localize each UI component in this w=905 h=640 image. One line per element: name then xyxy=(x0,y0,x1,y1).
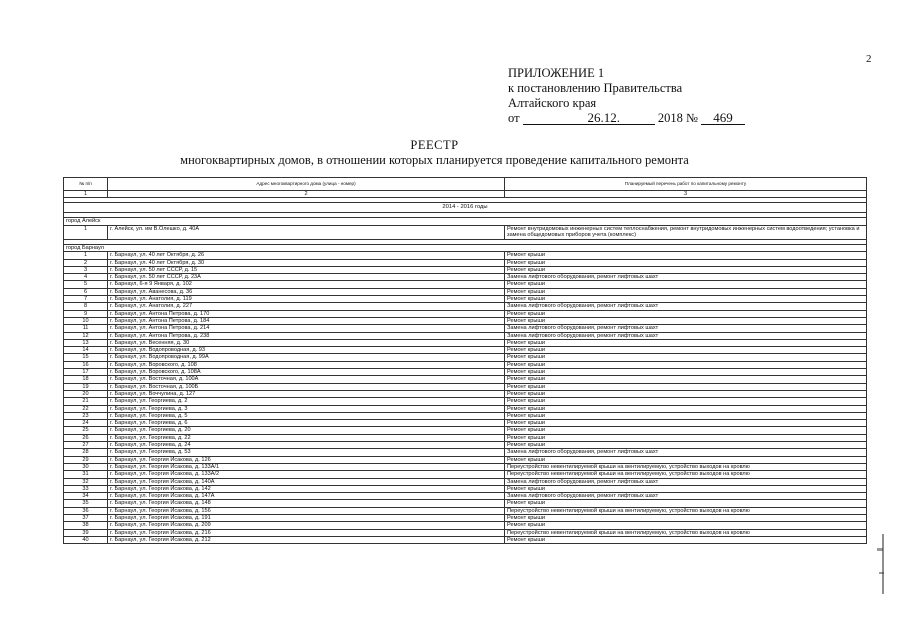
row-number: 1 xyxy=(64,252,108,259)
city-row xyxy=(64,218,867,226)
table-row xyxy=(64,507,867,514)
row-number: 18 xyxy=(64,376,108,383)
row-number: 20 xyxy=(64,390,108,397)
city-row xyxy=(64,244,867,252)
row-number: 3 xyxy=(64,266,108,273)
city-name: город Барнаул xyxy=(64,244,867,252)
row-address: г. Барнаул, ул. Георгиева, д. 6 xyxy=(108,420,505,427)
row-address: г. Барнаул, ул. Георгия Исакова, д. 212 xyxy=(108,536,505,543)
table-row xyxy=(64,225,867,239)
row-number: 33 xyxy=(64,485,108,492)
row-number: 39 xyxy=(64,529,108,536)
row-works: Замена лифтового оборудования, ремонт лифтовых шахт xyxy=(505,325,867,332)
table-row xyxy=(64,449,867,456)
row-number: 2 xyxy=(64,259,108,266)
row-address: г. Барнаул, 6-я 9 Января, д. 102 xyxy=(108,281,505,288)
row-works: Ремонт крыши xyxy=(505,317,867,324)
row-works: Переустройство невентилируемой крыши на вентилируемую, устройство выходов на кровлю xyxy=(505,471,867,478)
document-title xyxy=(0,138,905,168)
row-address: г. Барнаул, ул. Георгиева, д. 2 xyxy=(108,398,505,405)
row-address: г. Барнаул, ул. Георгиева, д. 20 xyxy=(108,427,505,434)
scan-mark xyxy=(879,572,884,574)
row-address: г. Барнаул, ул. Георгия Исакова, д. 133А/2 xyxy=(108,471,505,478)
table-row xyxy=(64,266,867,273)
table-header-row xyxy=(64,178,867,191)
row-works: Ремонт крыши xyxy=(505,281,867,288)
column-number: 1 xyxy=(64,191,108,198)
row-number: 32 xyxy=(64,478,108,485)
column-number: 3 xyxy=(505,191,867,198)
row-number: 27 xyxy=(64,442,108,449)
row-number: 1 xyxy=(64,225,108,239)
row-number: 17 xyxy=(64,369,108,376)
row-number: 16 xyxy=(64,361,108,368)
row-works: Переустройство невентилируемой крыши на вентилируемую, устройство выходов на кровлю xyxy=(505,507,867,514)
row-works: Замена лифтового оборудования, ремонт лифтовых шахт xyxy=(505,332,867,339)
row-works: Ремонт крыши xyxy=(505,442,867,449)
row-works: Ремонт крыши xyxy=(505,427,867,434)
table-row xyxy=(64,376,867,383)
row-address: г. Барнаул, ул. Георгия Исакова, д. 140А xyxy=(108,478,505,485)
scan-mark xyxy=(877,548,883,551)
column-number: 2 xyxy=(108,191,505,198)
row-address: г. Барнаул, ул. Воччулина, д. 127 xyxy=(108,390,505,397)
row-number: 5 xyxy=(64,281,108,288)
row-number: 35 xyxy=(64,500,108,507)
row-works: Ремонт крыши xyxy=(505,310,867,317)
table-row xyxy=(64,281,867,288)
header-address: Адрес многоквартирного дома (улица - номер) xyxy=(108,178,505,191)
row-address: г. Алейск, ул. им В.Олешко, д. 40А xyxy=(108,225,505,239)
row-address: г. Барнаул, ул. Антона Петрова, д. 214 xyxy=(108,325,505,332)
row-address: г. Барнаул, ул. Антона Петрова, д. 238 xyxy=(108,332,505,339)
table-row xyxy=(64,288,867,295)
table-row xyxy=(64,296,867,303)
row-number: 21 xyxy=(64,398,108,405)
row-address: г. Барнаул, ул. Георгиева, д. 22 xyxy=(108,434,505,441)
row-number: 12 xyxy=(64,332,108,339)
row-number: 29 xyxy=(64,456,108,463)
table-row xyxy=(64,354,867,361)
table-row xyxy=(64,471,867,478)
row-number: 6 xyxy=(64,288,108,295)
table-row xyxy=(64,412,867,419)
row-number: 19 xyxy=(64,383,108,390)
row-address: г. Барнаул, ул. Анатолия, д. 119 xyxy=(108,296,505,303)
row-works: Ремонт крыши xyxy=(505,434,867,441)
title-subtitle: многоквартирных домов, в отношении которых планируется проведение капитального ремонта xyxy=(180,153,689,167)
table-row xyxy=(64,310,867,317)
row-number: 40 xyxy=(64,536,108,543)
row-number: 34 xyxy=(64,493,108,500)
row-address: г. Барнаул, ул. Воровского, д. 108А xyxy=(108,369,505,376)
row-address: г. Барнаул, ул. Георгия Исакова, д. 156 xyxy=(108,507,505,514)
row-address: г. Барнаул, ул. Георгия Исакова, д. 133А/1 xyxy=(108,463,505,470)
table-row xyxy=(64,398,867,405)
table-row xyxy=(64,274,867,281)
table-row xyxy=(64,485,867,492)
row-address: г. Барнаул, ул. 40 лет Октября, д. 26 xyxy=(108,252,505,259)
row-address: г. Барнаул, ул. Аванесова, д. 36 xyxy=(108,288,505,295)
row-works: Переустройство невентилируемой крыши на вентилируемую, устройство выходов на кровлю xyxy=(505,529,867,536)
decree-number: 469 xyxy=(701,111,745,125)
appendix-heading: ПРИЛОЖЕНИЕ 1 xyxy=(508,66,605,80)
row-works: Ремонт крыши xyxy=(505,288,867,295)
row-number: 26 xyxy=(64,434,108,441)
table-row xyxy=(64,339,867,346)
row-address: г. Барнаул, ул. Георгия Исакова, д. 142 xyxy=(108,485,505,492)
row-works: Ремонт крыши xyxy=(505,500,867,507)
row-address: г. Барнаул, ул. Георгиева, д. 3 xyxy=(108,405,505,412)
row-number: 30 xyxy=(64,463,108,470)
decree-date: 26.12. xyxy=(523,111,655,125)
row-works: Ремонт крыши xyxy=(505,514,867,521)
row-address: г. Барнаул, ул. Анатолия, д. 227 xyxy=(108,303,505,310)
table-row xyxy=(64,405,867,412)
table-row xyxy=(64,529,867,536)
header-number: № п/п xyxy=(64,178,108,191)
row-address: г. Барнаул, ул. Антона Петрова, д. 184 xyxy=(108,317,505,324)
row-number: 8 xyxy=(64,303,108,310)
row-number: 13 xyxy=(64,339,108,346)
row-works: Ремонт крыши xyxy=(505,485,867,492)
row-works: Ремонт внутридомовых инженерных систем теплоснабжения, ремонт внутридомовых инженерных систем водоотведения; установка и замена общедомовых приборов учета (комплекс) xyxy=(505,225,867,239)
column-number-row xyxy=(64,191,867,198)
row-number: 11 xyxy=(64,325,108,332)
row-address: г. Барнаул, ул. 50 лет СССР, д. 23А xyxy=(108,274,505,281)
table-row xyxy=(64,427,867,434)
table-row xyxy=(64,332,867,339)
row-number: 14 xyxy=(64,347,108,354)
row-works: Замена лифтового оборудования, ремонт лифтовых шахт xyxy=(505,274,867,281)
row-address: г. Барнаул, ул. Антона Петрова, д. 170 xyxy=(108,310,505,317)
row-works: Ремонт крыши xyxy=(505,339,867,346)
row-number: 28 xyxy=(64,449,108,456)
table-row xyxy=(64,493,867,500)
row-address: г. Барнаул, ул. Георгия Исакова, д. 191 xyxy=(108,514,505,521)
row-address: г. Барнаул, ул. Георгия Исакова, д. 209 xyxy=(108,522,505,529)
row-works: Ремонт крыши xyxy=(505,354,867,361)
title-registry: РЕЕСТР xyxy=(410,138,459,152)
table-row xyxy=(64,383,867,390)
row-address: г. Барнаул, ул. Водопроводная, д. 93 xyxy=(108,347,505,354)
decree-year: 2018 № xyxy=(657,111,698,125)
table-row xyxy=(64,478,867,485)
row-works: Ремонт крыши xyxy=(505,405,867,412)
row-works: Переустройство невентилируемой крыши на вентилируемую, устройство выходов на кровлю xyxy=(505,463,867,470)
table-row xyxy=(64,456,867,463)
date-prefix: от xyxy=(508,111,520,125)
table-row xyxy=(64,325,867,332)
period-row xyxy=(64,203,867,213)
row-works: Ремонт крыши xyxy=(505,536,867,543)
row-address: г. Барнаул, ул. Георгия Исакова, д. 147А xyxy=(108,493,505,500)
row-works: Ремонт крыши xyxy=(505,296,867,303)
table-row xyxy=(64,522,867,529)
table-row xyxy=(64,361,867,368)
table-row xyxy=(64,434,867,441)
table-row xyxy=(64,252,867,259)
row-address: г. Барнаул, ул. Водопроводная, д. 99А xyxy=(108,354,505,361)
header-works: Планируемый перечень работ по капитальному ремонту xyxy=(505,178,867,191)
row-works: Ремонт крыши xyxy=(505,390,867,397)
row-number: 24 xyxy=(64,420,108,427)
row-number: 23 xyxy=(64,412,108,419)
row-address: г. Барнаул, ул. Георгия Исакова, д. 126 xyxy=(108,456,505,463)
row-number: 37 xyxy=(64,514,108,521)
row-works: Замена лифтового оборудования, ремонт лифтовых шахт xyxy=(505,493,867,500)
row-number: 31 xyxy=(64,471,108,478)
row-works: Ремонт крыши xyxy=(505,383,867,390)
row-number: 9 xyxy=(64,310,108,317)
table-row xyxy=(64,259,867,266)
row-number: 38 xyxy=(64,522,108,529)
row-address: г. Барнаул, ул. Весенняя, д. 30 xyxy=(108,339,505,346)
table-row xyxy=(64,442,867,449)
row-works: Ремонт крыши xyxy=(505,266,867,273)
row-address: г. Барнаул, ул. Георгия Исакова, д. 148 xyxy=(108,500,505,507)
table-row xyxy=(64,500,867,507)
row-address: г. Барнаул, ул. 50 лет СССР, д. 15 xyxy=(108,266,505,273)
row-works: Ремонт крыши xyxy=(505,456,867,463)
row-works: Замена лифтового оборудования, ремонт лифтовых шахт xyxy=(505,303,867,310)
row-works: Ремонт крыши xyxy=(505,398,867,405)
table-row xyxy=(64,536,867,543)
row-works: Ремонт крыши xyxy=(505,376,867,383)
row-works: Ремонт крыши xyxy=(505,412,867,419)
row-works: Ремонт крыши xyxy=(505,259,867,266)
row-works: Ремонт крыши xyxy=(505,420,867,427)
row-number: 7 xyxy=(64,296,108,303)
page-number: 2 xyxy=(866,53,872,65)
table-row xyxy=(64,369,867,376)
row-address: г. Барнаул, ул. Георгиева, д. 5 xyxy=(108,412,505,419)
table-row xyxy=(64,303,867,310)
table-row xyxy=(64,317,867,324)
row-address: г. Барнаул, ул. Восточная, д. 100Б xyxy=(108,383,505,390)
row-address: г. Барнаул, ул. Георгиева, д. 53 xyxy=(108,449,505,456)
row-address: г. Барнаул, ул. Георгия Исакова, д. 216 xyxy=(108,529,505,536)
table-row xyxy=(64,390,867,397)
period-label: 2014 - 2016 годы xyxy=(64,203,867,213)
city-name: город Алейск xyxy=(64,218,867,226)
table-row xyxy=(64,420,867,427)
table-row xyxy=(64,463,867,470)
appendix-block xyxy=(508,66,745,126)
row-works: Ремонт крыши xyxy=(505,522,867,529)
row-number: 4 xyxy=(64,274,108,281)
row-works: Ремонт крыши xyxy=(505,347,867,354)
row-number: 15 xyxy=(64,354,108,361)
appendix-region-line: Алтайского края xyxy=(508,96,597,110)
row-number: 10 xyxy=(64,317,108,324)
appendix-decree-line: к постановлению Правительства xyxy=(508,81,683,95)
scan-mark xyxy=(882,534,884,594)
row-address: г. Барнаул, ул. Восточная, д. 100А xyxy=(108,376,505,383)
row-works: Ремонт крыши xyxy=(505,361,867,368)
row-works: Ремонт крыши xyxy=(505,369,867,376)
row-address: г. Барнаул, ул. 40 лет Октября, д. 30 xyxy=(108,259,505,266)
row-number: 36 xyxy=(64,507,108,514)
table-row xyxy=(64,514,867,521)
row-address: г. Барнаул, ул. Георгиева, д. 24 xyxy=(108,442,505,449)
row-works: Ремонт крыши xyxy=(505,252,867,259)
registry-table xyxy=(63,177,867,544)
row-number: 25 xyxy=(64,427,108,434)
row-works: Замена лифтового оборудования, ремонт лифтовых шахт xyxy=(505,478,867,485)
row-address: г. Барнаул, ул. Воровского, д. 108 xyxy=(108,361,505,368)
table-row xyxy=(64,347,867,354)
appendix-date-line xyxy=(508,111,745,126)
row-number: 22 xyxy=(64,405,108,412)
row-works: Замена лифтового оборудования, ремонт лифтовых шахт xyxy=(505,449,867,456)
